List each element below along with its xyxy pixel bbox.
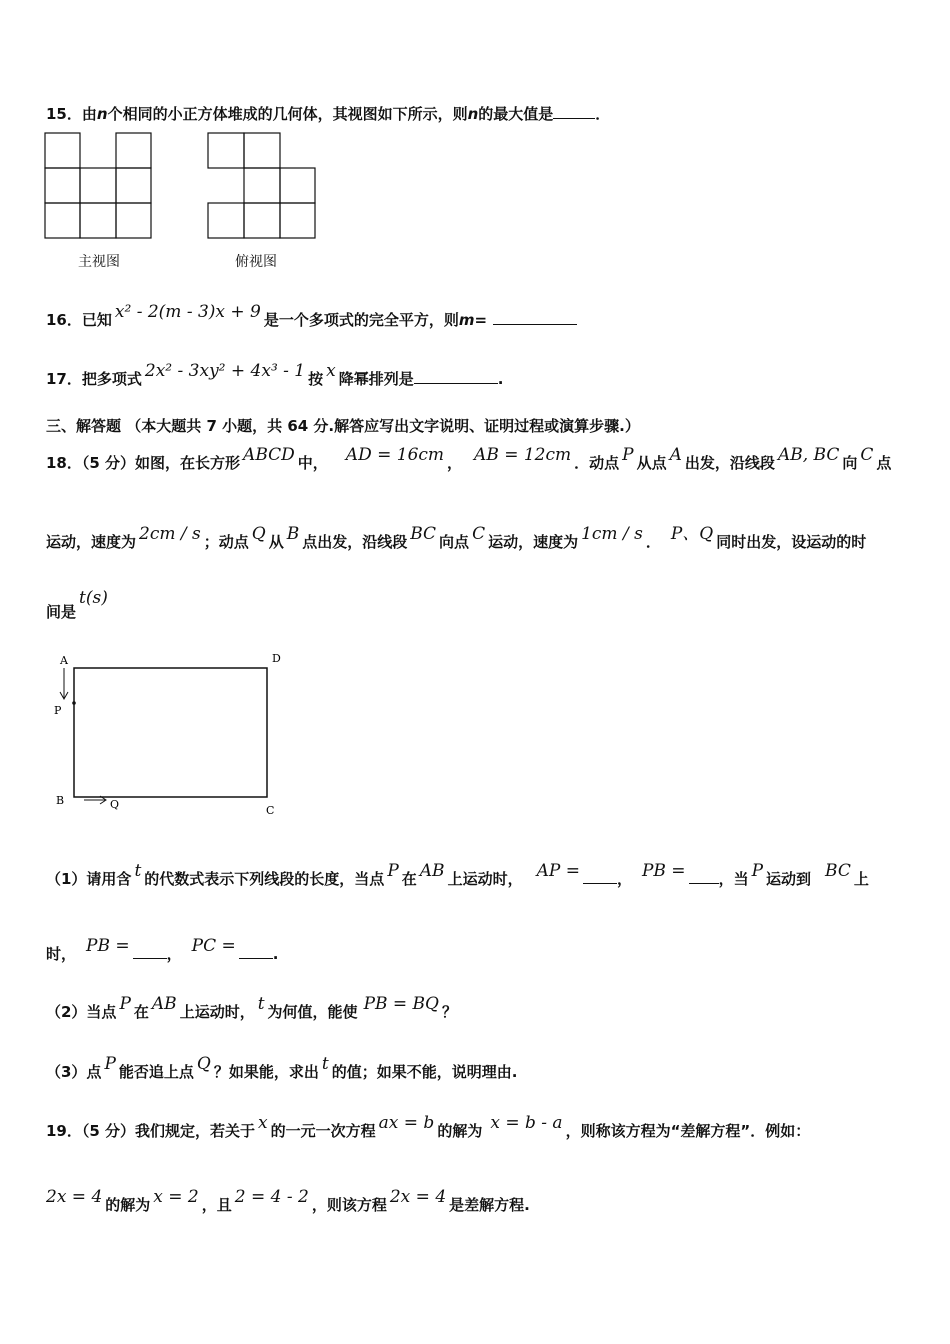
q17-answer-blank[interactable] <box>414 369 498 384</box>
rectangle-figure <box>50 650 290 820</box>
q18-line1: 18．（5 分）如图，在长方形 ABCD 中， AD = 16cm ， AB = 12cm ．动点 P 从点 A 出发，沿线段 AB, BC 向 C 点 <box>46 445 892 472</box>
q18-3-line: （3）点 P 能否追上点 Q ？如果能，求出 t 的值；如果不能，说明理由. <box>46 1054 518 1081</box>
q17-line: 17．把多项式 2x² - 3xy² + 4x³ - 1 按 x 降幂排列是 . <box>46 361 504 388</box>
q19-line1: 19．（5 分）我们规定，若关于 x 的一元一次方程 ax = b 的解为 x = b - a ，则称该方程为“差解方程”．例如： <box>46 1113 811 1140</box>
pb-bc-answer-blank[interactable] <box>133 944 167 959</box>
section3-title: 三、解答题 （本大题共 7 小题，共 64 分.解答应写出文字说明、证明过程或演算步骤.） <box>46 417 640 435</box>
q15-answer-blank[interactable] <box>553 104 595 119</box>
label-Q: Q <box>110 798 120 811</box>
front-view-figure <box>44 132 156 242</box>
front-view-caption: 主视图 <box>78 254 120 270</box>
label-P: P <box>54 704 62 717</box>
q19-line2: 2x = 4 的解为 x = 2 ，且 2 = 4 - 2 ，则该方程 2x = 4 是差解方程. <box>46 1187 530 1214</box>
q15-line: 15．由n个相同的小正方体堆成的几何体，其视图如下所示，则n的最大值是 ． <box>46 105 611 123</box>
ap-answer-blank[interactable] <box>583 869 617 884</box>
q18-line3: 间是t(s) <box>46 588 108 621</box>
pb-answer-blank[interactable] <box>689 869 719 884</box>
pc-answer-blank[interactable] <box>239 944 273 959</box>
label-B: B <box>56 794 65 807</box>
label-D: D <box>272 652 281 665</box>
label-A: A <box>60 654 68 667</box>
q18-2-line: （2）当点 P 在 AB 上运动时， t 为何值，能使 PB = BQ ？ <box>46 994 457 1021</box>
q18-line2: 运动，速度为 2cm / s ；动点 Q 从 B 点出发，沿线段 BC 向点 C 运动，速度为 1cm / s ． P、Q 同时出发，设运动的时 <box>46 524 867 551</box>
q16-line: 16．已知 x² - 2(m - 3)x + 9 是一个多项式的完全平方，则m= <box>46 309 577 330</box>
q16-answer-blank[interactable] <box>493 310 577 325</box>
top-view-figure <box>206 132 318 242</box>
q18-1-line1: （1）请用含 t 的代数式表示下列线段的长度，当点 P 在 AB 上运动时， AP = ， PB = ，当 P 运动到 BC 上 <box>46 861 869 888</box>
q16-expression: x² - 2(m - 3)x + 9 <box>114 302 261 322</box>
q18-1-line2: 时， PB = ， PC = . <box>46 936 279 963</box>
top-view-caption: 俯视图 <box>235 254 277 270</box>
label-C: C <box>266 804 275 817</box>
q17-expression: 2x² - 3xy² + 4x³ - 1 <box>144 361 306 381</box>
